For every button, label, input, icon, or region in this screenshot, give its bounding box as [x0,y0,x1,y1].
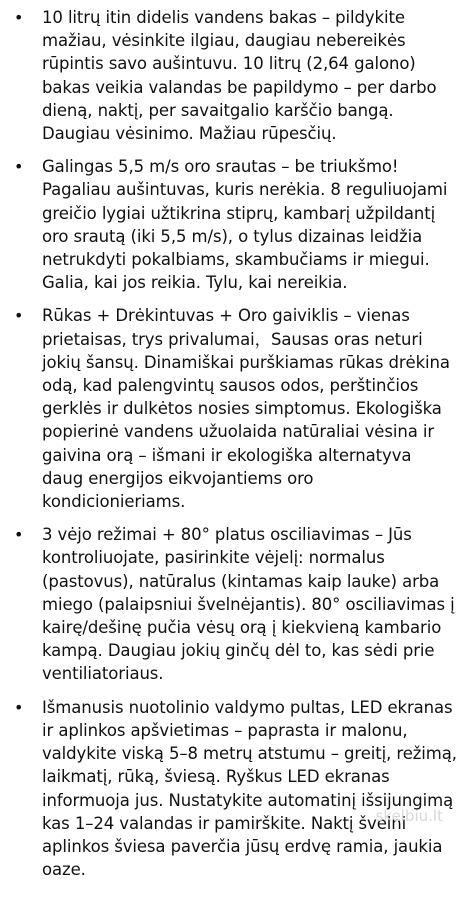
bullet-icon: • [14,8,24,27]
feature-text: 10 litrų itin didelis vandens bakas – pildykite mažiau, vėsinkite ilgiau, daugiau nebereikės rūpintis savo aušintuvu. 10 litrų (2,64 galono) bakas veikia valandas be papildymo – per darbo dieną, naktį, per savaitgalio karščio bangą. Daugiau vėsinimo. Mažiau rūpesčių. [42,8,437,144]
bullet-icon: • [14,525,24,545]
feature-text: 3 vėjo režimai + 80° platus osciliavimas – Jūs kontroliuojate, pasirinkite vėjelį: normalus (pastovus), natūralus (kintamas kaip lauke) arba miego (palaipsniui švelnėjantis). 80° osciliavimas į kairę/dešinę pučia vėsų orą į kiekvieną kambario kampą. Daugiau jokių ginčų dėl to, kas sėdi prie ventiliatoriaus. [42,525,455,684]
feature-text: Galingas 5,5 m/s oro srautas – be triukšmo! Pagaliau aušintuvas, kuris nerėkia. 8 reguliuojami greičio lygiai užtikrina stiprų, kambarį užpildantį oro srautą (iki 5,5 m/s), o tylus dizainas leidžia netrukdyti pokalbiams, skambučiams ir miegui. Galia, kai jos reikia. Tylu, kai nereikia. [42,157,448,293]
watermark: skelbiu.lt [375,807,443,825]
feature-item-remote-control [12,696,457,882]
feature-item-water-tank [12,6,457,145]
feature-item-airflow [12,155,457,294]
feature-item-wind-modes [12,523,457,685]
feature-text: Rūkas + Drėkintuvas + Oro gaiviklis – vienas prietaisas, trys privalumai，Sausas oras neturi jokių šansų. Dinamiškai purškiamas rūkas drėkina odą, kad palengvintų sausos odos, perštinčios gerklės ir dulkėtos nosies simptomus. Ekologiška popierinė vandens užuolaida natūraliai vėsina ir gaivina orą – išmani ir ekologiška alternatyva daug energijos eikvojantiems oro kondicionieriams. [42,306,450,512]
feature-item-mist-humidifier [12,304,457,513]
bullet-icon: • [14,306,24,326]
bullet-icon: • [14,697,24,717]
feature-text: Išmanusis nuotolinio valdymo pultas, LED ekranas ir aplinkos apšvietimas – paprasta ir malonu, valdykite viską 5–8 metrų atstumu – greitį, režimą, laikmatį, rūką, šviesą. Ryškus LED ekranas informuoja jus. Nustatykite automatinį išsijungimą kas 1–24 valandas ir pamirškite. Naktį švelni aplinkos šviesa paverčia jūsų erdvę ramia, jaukia oaze. [42,697,457,880]
bullet-icon: • [14,157,24,177]
